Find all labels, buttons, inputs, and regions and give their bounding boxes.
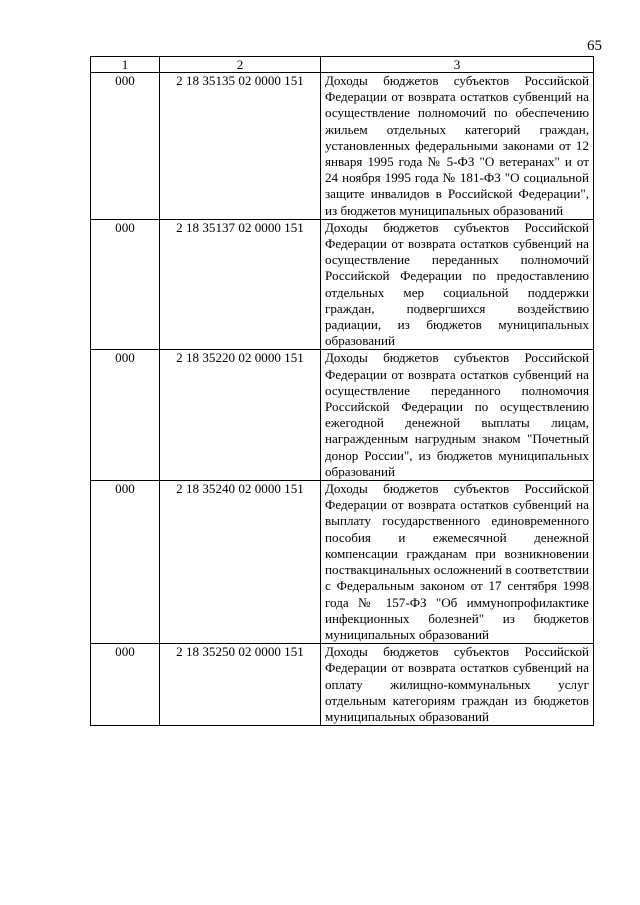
budget-code-cell: 2 18 35240 02 0000 151: [160, 481, 321, 644]
budget-revenue-table: [90, 56, 594, 726]
admin-code-cell: 000: [91, 73, 160, 220]
budget-code-cell: 2 18 35135 02 0000 151: [160, 73, 321, 220]
column-header-3: 3: [321, 57, 594, 73]
table-row: [91, 73, 594, 220]
table-header-row: [91, 57, 594, 73]
admin-code-cell: 000: [91, 350, 160, 481]
admin-code-cell: 000: [91, 644, 160, 726]
budget-code-cell: 2 18 35137 02 0000 151: [160, 219, 321, 350]
admin-code-cell: 000: [91, 481, 160, 644]
budget-code-cell: 2 18 35250 02 0000 151: [160, 644, 321, 726]
budget-code-cell: 2 18 35220 02 0000 151: [160, 350, 321, 481]
page-number: 65: [587, 38, 602, 54]
description-cell: Доходы бюджетов субъектов Российской Федерации от возврата остатков субвенций на выплату государственного единовременного пособия и ежемесячной денежной компенсации гражданам при возникновении поствакцинальных осложнений в соответствии с Федеральным законом от 17 сентября 1998 года № 157-ФЗ "Об иммунопрофилактике инфекционных болезней" из бюджетов муниципальных образований: [321, 481, 594, 644]
admin-code-cell: 000: [91, 219, 160, 350]
table-row: [91, 350, 594, 481]
table-row: [91, 644, 594, 726]
table-row: [91, 481, 594, 644]
description-cell: Доходы бюджетов субъектов Российской Федерации от возврата остатков субвенций на оплату жилищно-коммунальных услуг отдельным категориям граждан из бюджетов муниципальных образований: [321, 644, 594, 726]
table-row: [91, 219, 594, 350]
column-header-1: 1: [91, 57, 160, 73]
description-cell: Доходы бюджетов субъектов Российской Федерации от возврата остатков субвенций на осуществление полномочий по обеспечению жильем отдельных категорий граждан, установленных федеральными законами от 12 января 1995 года № 5-ФЗ "О ветеранах" и от 24 ноября 1995 года № 181-ФЗ "О социальной защите инвалидов в Российской Федерации", из бюджетов муниципальных образований: [321, 73, 594, 220]
description-cell: Доходы бюджетов субъектов Российской Федерации от возврата остатков субвенций на осуществление переданного полномочия Российской Федерации по осуществлению ежегодной денежной выплаты лицам, награжденным нагрудным знаком "Почетный донор России", из бюджетов муниципальных образований: [321, 350, 594, 481]
column-header-2: 2: [160, 57, 321, 73]
description-cell: Доходы бюджетов субъектов Российской Федерации от возврата остатков субвенций на осуществление переданных полномочий Российской Федерации по предоставлению отдельных мер социальной поддержки граждан, подвергшихся воздействию радиации, из бюджетов муниципальных образований: [321, 219, 594, 350]
